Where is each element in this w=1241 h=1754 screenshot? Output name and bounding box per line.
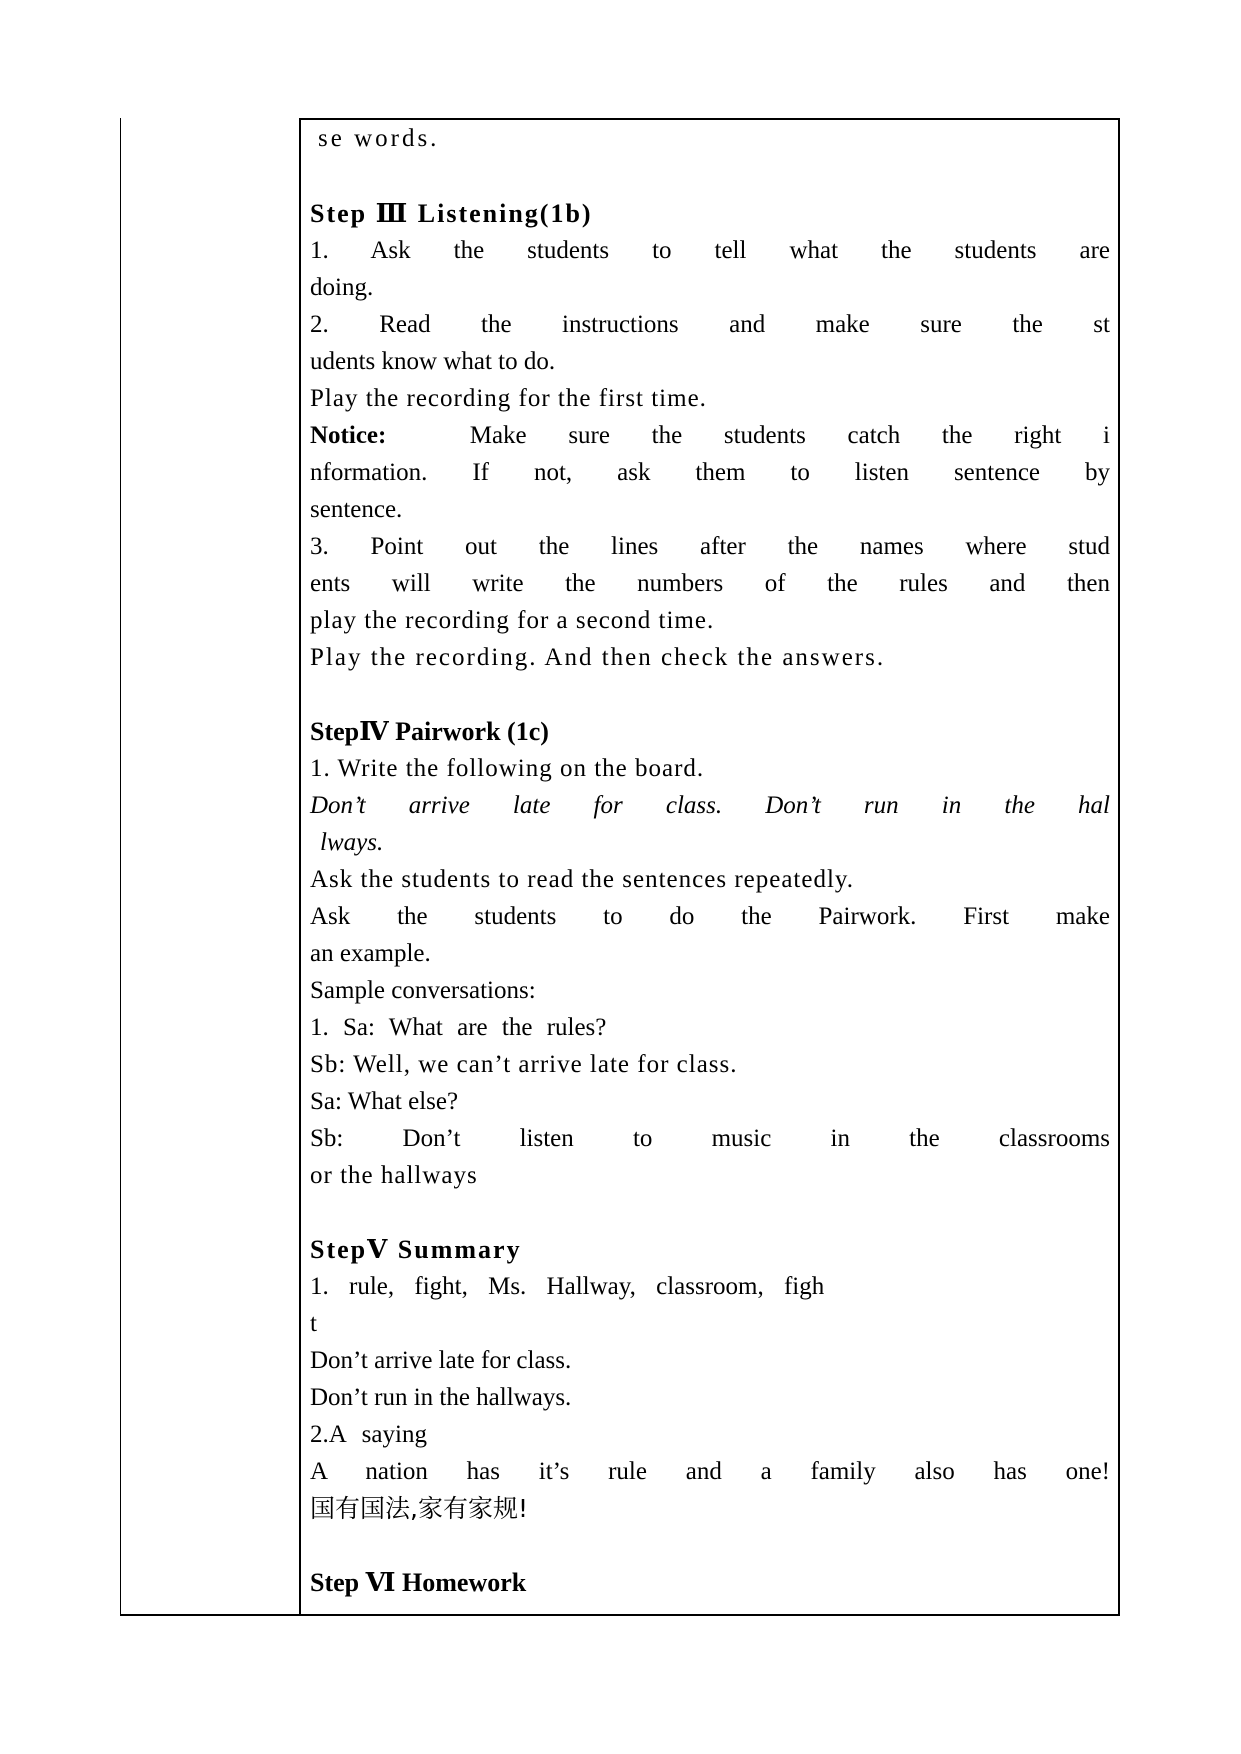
text-line: udents know what to do. [310,348,556,375]
text-line: doing. [310,274,374,301]
text-line: nformation. If not, ask them to listen sentence by [310,459,1110,486]
example-sentence-line: Don’t arrive late for class. Don’t run in the hal [310,792,1110,819]
table-bottom-border [120,1614,1120,1616]
text-line: Ask the students to read the sentences repeatedly. [310,866,855,893]
text-line: 1. Write the following on the board. [310,755,705,782]
text-line: an example. [310,940,431,967]
table-right-border [1118,118,1120,1616]
vocabulary-line: 1. rule, fight, Ms. Hallway, classroom, figh [310,1273,825,1300]
table-top-border [299,118,1120,120]
text-line: 2.A saying [310,1421,427,1448]
text-line: Play the recording for the first time. [310,385,707,412]
lesson-plan-table [120,118,1120,1616]
text-line: Don’t arrive late for class. [310,1347,572,1374]
text-line: 3. Point out the lines after the names where stud [310,533,1110,560]
text-line: Ask the students to do the Pairwork. First make [310,903,1110,930]
text-line: 2. Read the instructions and make sure the st [310,311,1110,338]
text-line: se words. [318,125,440,152]
text-line: sentence. [310,496,403,523]
step-3-heading: Step Ⅲ Listening(1b) [310,199,593,228]
text-line: ents will write the numbers of the rules and then [310,570,1110,597]
text-line: Sample conversations: [310,977,536,1004]
text-line: Play the recording. And then check the answers. [310,644,886,671]
vocabulary-line: t [310,1310,317,1337]
step-6-heading: Step Ⅵ Homework [310,1568,527,1597]
example-sentence-line: lways. [320,829,384,856]
conversation-line: or the hallways [310,1162,478,1189]
text-line: Don’t run in the hallways. [310,1384,572,1411]
text-line: play the recording for a second time. [310,607,715,634]
notice-label: Notice: [310,422,387,449]
conversation-line: 1. Sa: What are the rules? [310,1014,607,1041]
text-line: 1. Ask the students to tell what the students are [310,237,1110,264]
notice-line [310,421,1110,451]
conversation-line: Sa: What else? [310,1088,459,1115]
table-left-border [120,118,121,1616]
notice-text: Make sure the students catch the right i [469,422,1111,449]
chinese-saying-line: 国有国法,家有家规! [310,1494,528,1523]
step-5-heading: StepⅤ Summary [310,1235,522,1264]
saying-line: A nation has it’s rule and a family also has one! [310,1458,1110,1485]
conversation-line: Sb: Well, we can’t arrive late for class. [310,1051,738,1078]
conversation-line: Sb: Don’t listen to music in the classrooms [310,1125,1110,1152]
step-4-heading: StepⅣ Pairwork (1c) [310,717,549,746]
table-column-divider [299,118,301,1616]
